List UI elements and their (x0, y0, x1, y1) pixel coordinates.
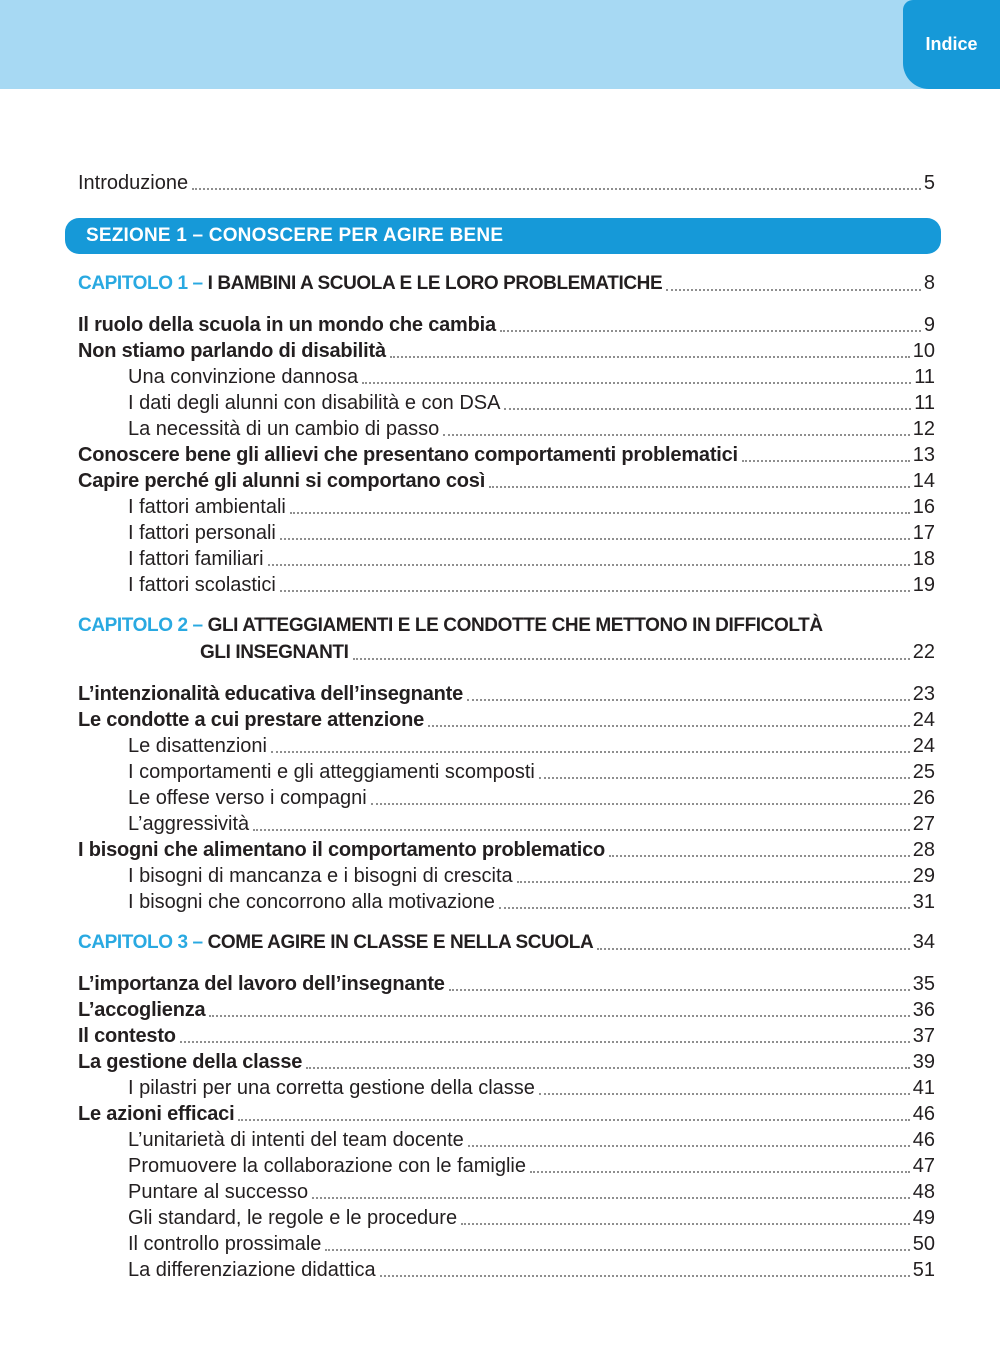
toc-row-introduzione (78, 168, 935, 194)
entry-label: I fattori familiari (128, 548, 264, 570)
leader-dots (180, 1041, 910, 1043)
entry-label: L’unitarietà di intenti del team docente (128, 1129, 464, 1151)
entry-label: Il ruolo della scuola in un mondo che cambia (78, 314, 496, 336)
page-number: 51 (912, 1259, 935, 1281)
page-number: 46 (912, 1129, 935, 1151)
page-number: 11 (914, 366, 935, 388)
leader-dots (238, 1119, 909, 1121)
toc-row (78, 861, 935, 887)
toc-row (78, 835, 935, 861)
leader-dots (390, 356, 910, 358)
entry-label: Il controllo prossimale (128, 1233, 322, 1255)
chapter-heading-line2 (78, 637, 935, 664)
indice-tab-label: Indice (925, 34, 978, 54)
toc-row (78, 440, 935, 466)
toc-row (78, 1099, 935, 1125)
entry-label: Una convinzione dannosa (128, 366, 359, 388)
page-number: 26 (912, 787, 935, 809)
entry-label: Introduzione (78, 172, 189, 194)
page-number: 13 (912, 444, 935, 466)
toc-row (78, 544, 935, 570)
toc-row (78, 1073, 935, 1099)
entry-list (78, 310, 935, 596)
section-banner-label: SEZIONE 1 – CONOSCERE PER AGIRE BENE (86, 225, 504, 246)
page-number: 11 (914, 392, 935, 414)
toc-row (78, 1255, 935, 1281)
leader-dots (539, 1093, 910, 1095)
leader-dots (666, 289, 921, 291)
leader-dots (271, 751, 910, 753)
chapter-block (78, 927, 935, 1281)
toc-row (78, 1203, 935, 1229)
entry-label: Le condotte a cui prestare attenzione (78, 709, 425, 731)
toc-row (78, 1151, 935, 1177)
entry-list (78, 679, 935, 913)
entry-label: Promuovere la collaborazione con le famiglie (128, 1155, 526, 1177)
page-number: 14 (912, 470, 935, 492)
entry-label: L’intenzionalità educativa dell’insegnante (78, 683, 464, 705)
leader-dots (449, 989, 910, 991)
chapter-title: I BAMBINI A SCUOLA E LE LORO PROBLEMATICHE (207, 273, 663, 294)
leader-dots (280, 538, 910, 540)
leader-dots (325, 1249, 909, 1251)
entry-label: I fattori ambientali (128, 496, 286, 518)
chapter-title: GLI ATTEGGIAMENTI E LE CONDOTTE CHE METTONO IN DIFFICOLTÀ (207, 615, 823, 636)
page-number: 10 (912, 340, 935, 362)
leader-dots (742, 460, 910, 462)
leader-dots (428, 725, 910, 727)
leader-dots (362, 382, 911, 384)
toc-row (78, 1177, 935, 1203)
toc-row (78, 336, 935, 362)
entry-label: I bisogni che alimentano il comportamento problematico (78, 839, 606, 861)
page-number: 25 (912, 761, 935, 783)
leader-dots (500, 330, 921, 332)
entry-label: L’aggressività (128, 813, 250, 835)
leader-dots (609, 855, 910, 857)
page-number: 34 (912, 931, 935, 953)
chapter-prefix: CAPITOLO 2 – (78, 615, 208, 636)
page-number: 48 (912, 1181, 935, 1203)
entry-label: Gli standard, le regole e le procedure (128, 1207, 458, 1229)
page-number: 8 (923, 272, 935, 294)
entry-label: I comportamenti e gli atteggiamenti scomposti (128, 761, 535, 783)
toc-row (78, 570, 935, 596)
page-number: 49 (912, 1207, 935, 1229)
entry-label: I bisogni che concorrono alla motivazione (128, 891, 495, 913)
leader-dots (306, 1067, 910, 1069)
page-number: 9 (923, 314, 935, 336)
page-number: 18 (912, 548, 935, 570)
toc-row (78, 362, 935, 388)
entry-label: L’accoglienza (78, 999, 206, 1021)
leader-dots (530, 1171, 910, 1173)
entry-label: La differenziazione didattica (128, 1259, 376, 1281)
toc-row (78, 466, 935, 492)
entry-label: Le offese verso i compagni (128, 787, 367, 809)
toc-row (78, 995, 935, 1021)
leader-dots (280, 590, 910, 592)
leader-dots (539, 777, 910, 779)
page-number: 28 (912, 839, 935, 861)
leader-dots (461, 1223, 910, 1225)
entry-label: Il contesto (78, 1025, 176, 1047)
leader-dots (192, 188, 921, 190)
entry-label: La necessità di un cambio di passo (128, 418, 440, 440)
page-number: 24 (912, 735, 935, 757)
toc-row (78, 1021, 935, 1047)
toc-row (78, 969, 935, 995)
chapter-title: COME AGIRE IN CLASSE E NELLA SCUOLA (207, 932, 594, 953)
chapter-heading (78, 268, 935, 295)
entry-label: I fattori scolastici (128, 574, 276, 596)
entry-label: I bisogni di mancanza e i bisogni di crescita (128, 865, 513, 887)
entry-label: I fattori personali (128, 522, 276, 544)
leader-dots (209, 1015, 909, 1017)
entry-label: I pilastri per una corretta gestione della classe (128, 1077, 535, 1099)
toc-row (78, 731, 935, 757)
page-number: 46 (912, 1103, 935, 1125)
toc-row (78, 1229, 935, 1255)
leader-dots (499, 907, 910, 909)
toc-row (78, 679, 935, 705)
toc-content (78, 89, 935, 1281)
page-number: 41 (912, 1077, 935, 1099)
leader-dots (290, 512, 910, 514)
page-number: 12 (912, 418, 935, 440)
toc-row (78, 887, 935, 913)
toc-row (78, 492, 935, 518)
entry-label: La gestione della classe (78, 1051, 303, 1073)
page-number: 31 (912, 891, 935, 913)
entry-label: I dati degli alunni con disabilità e con DSA (128, 392, 501, 414)
entry-label: L’importanza del lavoro dell’insegnante (78, 973, 445, 995)
page-number: 37 (912, 1025, 935, 1047)
leader-dots (380, 1275, 910, 1277)
leader-dots (353, 658, 910, 660)
chapter-title: GLI INSEGNANTI (200, 642, 349, 663)
page-number: 22 (912, 641, 935, 663)
page-number: 5 (923, 172, 935, 194)
entry-label: Conoscere bene gli allievi che presentano comportamenti problematici (78, 444, 738, 466)
leader-dots (371, 803, 910, 805)
page-number: 47 (912, 1155, 935, 1177)
toc-row (78, 757, 935, 783)
toc-row (78, 783, 935, 809)
leader-dots (504, 408, 911, 410)
chapter-heading (78, 927, 935, 954)
leader-dots (443, 434, 909, 436)
toc-row (78, 1047, 935, 1073)
chapter-prefix: CAPITOLO 3 – (78, 932, 208, 953)
toc-row (78, 809, 935, 835)
page-number: 23 (912, 683, 935, 705)
page-number: 19 (912, 574, 935, 596)
toc-row (78, 388, 935, 414)
toc-row (78, 414, 935, 440)
entry-label: Puntare al successo (128, 1181, 309, 1203)
chapter-block (78, 268, 935, 596)
page-number: 27 (912, 813, 935, 835)
leader-dots (517, 881, 910, 883)
toc-row (78, 1125, 935, 1151)
chapter-prefix: CAPITOLO 1 – (78, 273, 208, 294)
page-number: 35 (912, 973, 935, 995)
page-number: 36 (912, 999, 935, 1021)
entry-list (78, 969, 935, 1281)
leader-dots (268, 564, 910, 566)
toc-row (78, 310, 935, 336)
chapters (78, 268, 935, 1281)
leader-dots (467, 699, 910, 701)
entry-label: Capire perché gli alunni si comportano così (78, 470, 486, 492)
entry-label: Le azioni efficaci (78, 1103, 235, 1125)
entry-label: Le disattenzioni (128, 735, 267, 757)
toc-row (78, 518, 935, 544)
leader-dots (253, 829, 910, 831)
page-number: 29 (912, 865, 935, 887)
page-number: 24 (912, 709, 935, 731)
chapter-heading (78, 610, 935, 637)
chapter-block (78, 610, 935, 913)
header-band (0, 0, 1000, 89)
section-banner (65, 218, 941, 254)
indice-tab (903, 0, 1000, 89)
leader-dots (468, 1145, 910, 1147)
page-number: 16 (912, 496, 935, 518)
leader-dots (312, 1197, 910, 1199)
page-number: 17 (912, 522, 935, 544)
toc-row (78, 705, 935, 731)
entry-label: Non stiamo parlando di disabilità (78, 340, 386, 362)
page-number: 39 (912, 1051, 935, 1073)
page-number: 50 (912, 1233, 935, 1255)
leader-dots (597, 948, 909, 950)
leader-dots (489, 486, 910, 488)
